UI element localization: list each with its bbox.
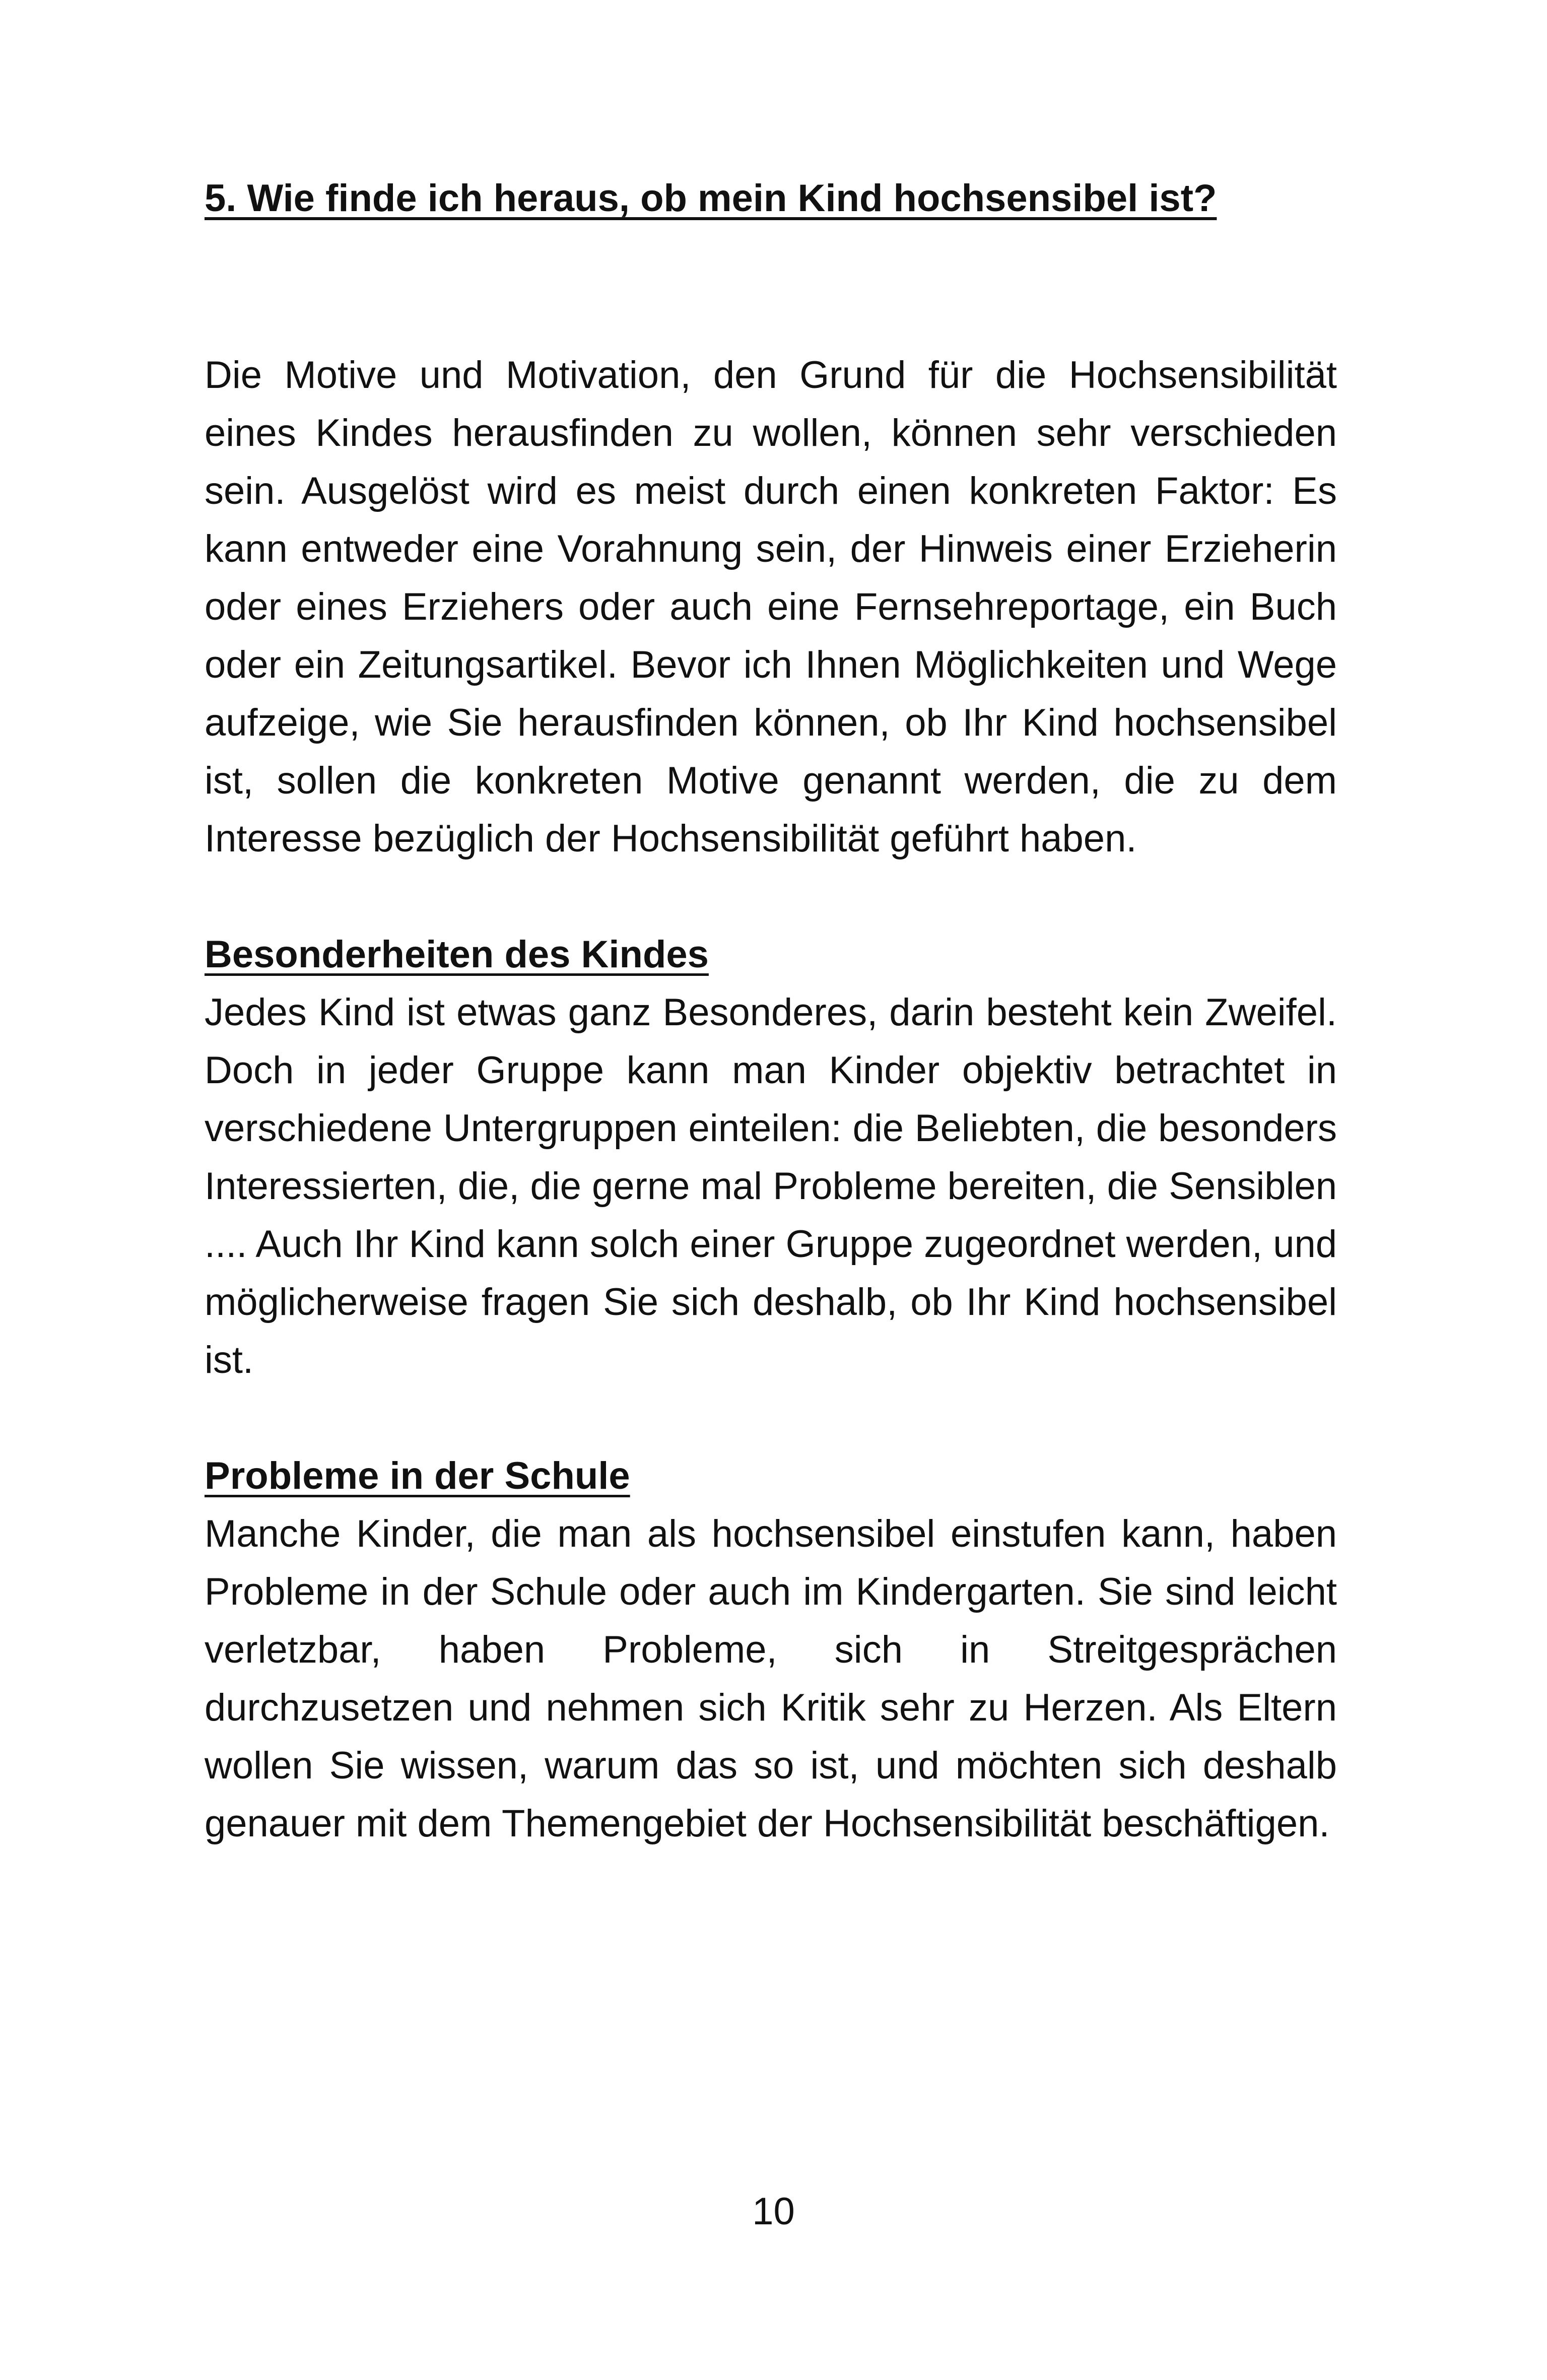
intro-paragraph: Die Motive und Motivation, den Grund für die Hochsensibilität eines Kindes herausfinden zu wollen, können sehr verschieden sein. Ausgelöst wird es meist durch einen konkreten Faktor: Es kann entweder eine Vorahnung sein, der Hinweis einer Erzieherin oder eines Erziehers oder auch eine Fernsehreportage, ein Buch oder ein Zeitungsartikel. Bevor ich Ihnen Möglichkeiten und Wege aufzeige, wie Sie herausfinden können, ob Ihr Kind hochsensibel ist, sollen die konkreten Motive genannt werden, die zu dem Interesse bezüglich der Hochsensibilität geführt haben. — [205, 354, 1337, 860]
section-paragraph-schule: Manche Kinder, die man als hochsensibel einstufen kann, haben Probleme in der Schule oder auch im Kindergarten. Sie sind leicht verletzbar, haben Probleme, sich in Streitgesprächen durchzusetzen und nehmen sich Kritik sehr zu Herzen. Als Eltern wollen Sie wissen, warum das so ist, und möchten sich deshalb genauer mit dem Themengebiet der Hochsensibilität beschäftigen. — [205, 1512, 1337, 1845]
section-heading-schule: Probleme in der Schule — [205, 1455, 630, 1497]
page-number: 10 — [752, 2190, 795, 2233]
chapter-title: 5. Wie finde ich heraus, ob mein Kind hochsensibel ist? — [205, 177, 1217, 220]
section-paragraph-besonderheiten: Jedes Kind ist etwas ganz Besonderes, darin besteht kein Zweifel. Doch in jeder Gruppe kann man Kinder objektiv betrachtet in verschiedene Untergruppen einteilen: die Beliebten, die besonders Interessierten, die, die gerne mal Probleme bereiten, die Sensiblen .... Auch Ihr Kind kann solch einer Gruppe zugeordnet werden, und möglicherweise fragen Sie sich deshalb, ob Ihr Kind hochsensibel ist. — [205, 991, 1337, 1381]
page-content — [205, 171, 1337, 1853]
section-heading-besonderheiten: Besonderheiten des Kindes — [205, 933, 709, 976]
